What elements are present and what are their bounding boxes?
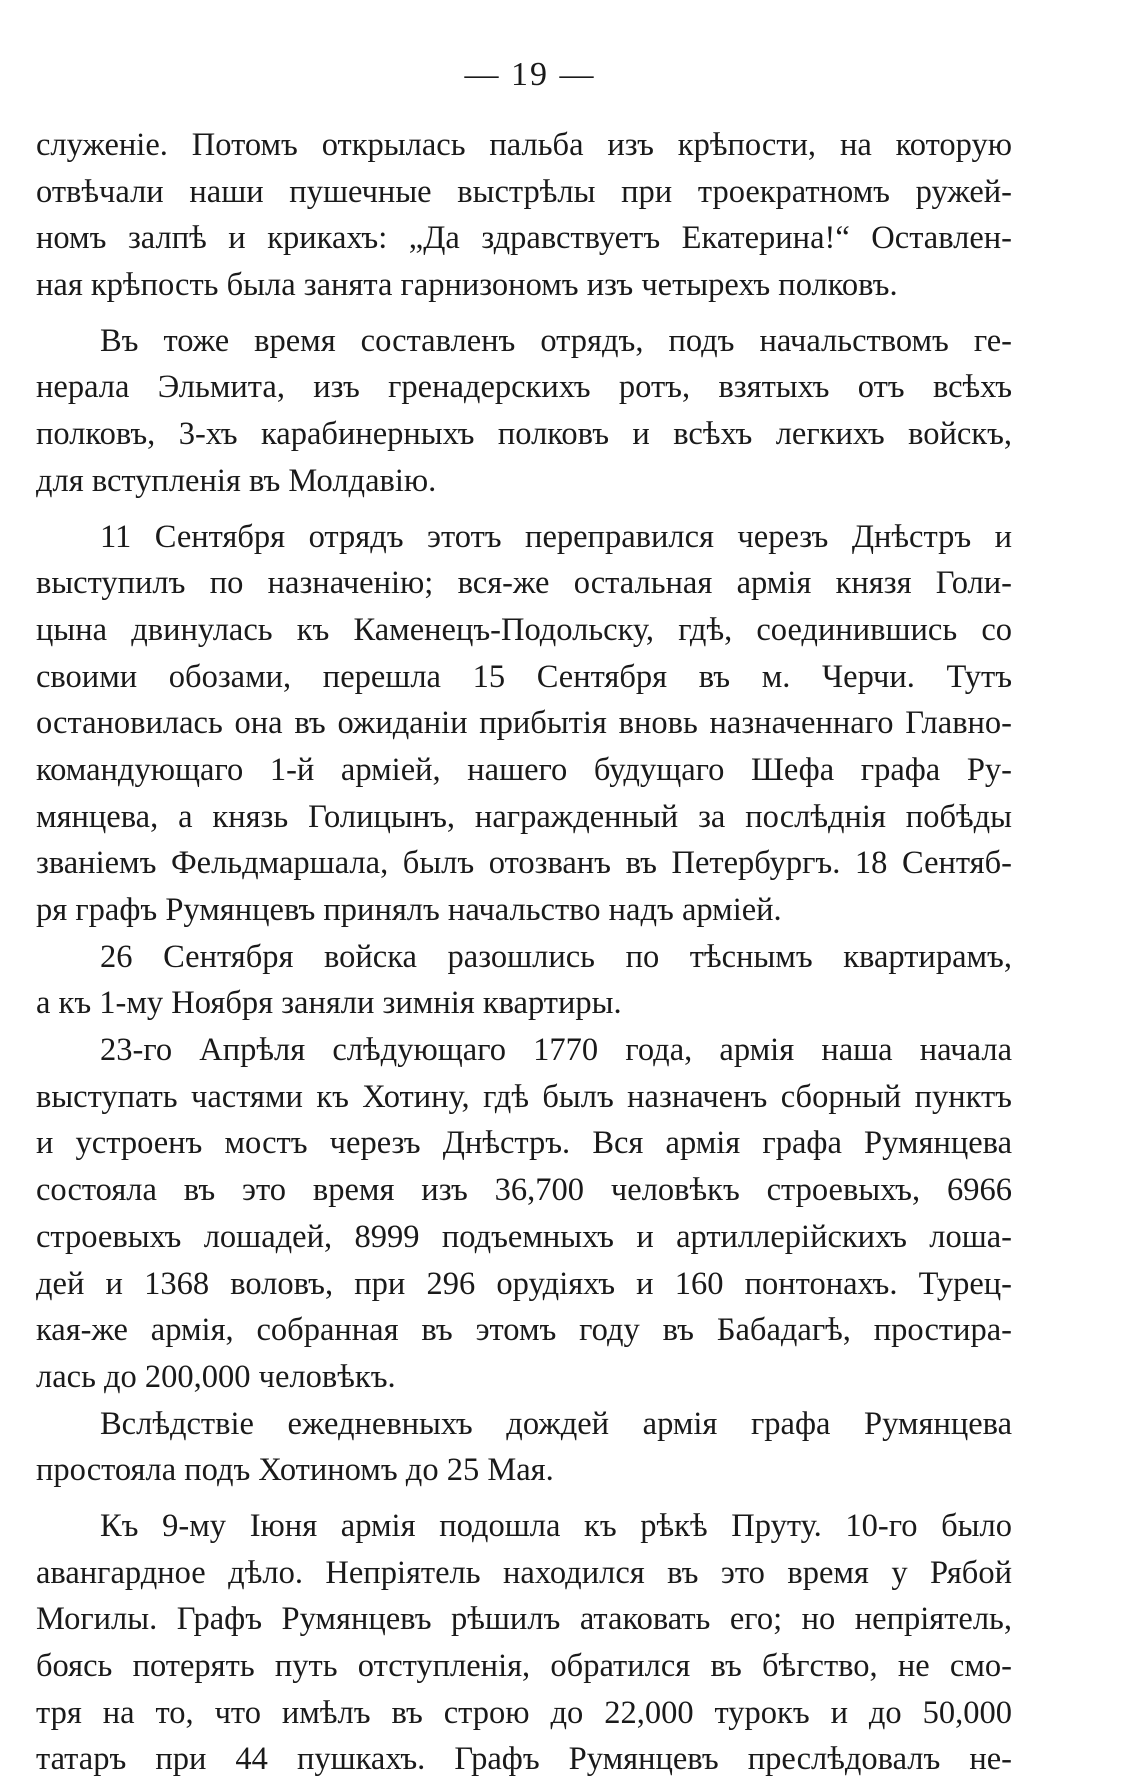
page-number: — 19 —: [464, 56, 596, 93]
text-line: боясь потерять путь отступленія, обратился въ бѣгство, не смо-: [36, 1648, 1012, 1684]
text-line: 26 Сентября войска разошлись по тѣснымъ квартирамъ,: [100, 938, 1012, 975]
text-line: выступилъ по назначенію; вся-же остальная армія князя Голи-: [36, 565, 1012, 602]
text-line: лась до 200,000 человѣкъ.: [36, 1358, 396, 1395]
text-line: состояла въ это время изъ 36,700 человѣкъ строевыхъ, 6966: [36, 1172, 1012, 1209]
text-line: татаръ при 44 пушкахъ. Графъ Румянцевъ преслѣдовалъ не-: [36, 1741, 1012, 1778]
text-line: Вслѣдствіе ежедневныхъ дождей армія графа Румянцева: [100, 1405, 1012, 1442]
text-line: званіемъ Фельдмаршала, былъ отозванъ въ Петербургъ. 18 Сентяб-: [36, 845, 1012, 882]
text-line: выступать частями къ Хотину, гдѣ былъ назначенъ сборный пунктъ: [36, 1078, 1012, 1115]
paragraph: [36, 514, 1012, 934]
text-line: полковъ, 3-хъ карабинерныхъ полковъ и всѣхъ легкихъ войскъ,: [36, 416, 1012, 453]
text-line: номъ залпѣ и крикахъ: „Да здравствуетъ Екатерина!“ Оставлен-: [36, 220, 1012, 257]
body-text: [36, 122, 1012, 1783]
text-line: 23-го Апрѣля слѣдующаго 1770 года, армія наша начала: [100, 1032, 1012, 1069]
text-line: остановилась она въ ожиданіи прибытія вновь назначеннаго Главно-: [36, 705, 1012, 742]
text-line: своими обозами, перешла 15 Сентября въ м. Черчи. Тутъ: [36, 658, 1012, 695]
paragraph: [36, 934, 1012, 1027]
text-line: а къ 1-му Ноября заняли зимнія квартиры.: [36, 985, 622, 1022]
text-line: простояла подъ Хотиномъ до 25 Мая.: [36, 1452, 554, 1489]
text-line: цына двинулась къ Каменецъ-Подольску, гдѣ, соединившись со: [36, 611, 1012, 648]
text-line: для вступленія въ Молдавію.: [36, 462, 437, 499]
text-line: строевыхъ лошадей, 8999 подъемныхъ и артиллерійскихъ лоша-: [36, 1218, 1012, 1255]
text-line: отвѣчали наши пушечные выстрѣлы при троекратномъ ружей-: [36, 173, 1012, 210]
text-line: ная крѣпость была занята гарнизономъ изъ четырехъ полковъ.: [36, 267, 898, 304]
text-line: Могилы. Графъ Румянцевъ рѣшилъ атаковать его; но непріятель,: [36, 1601, 1012, 1638]
text-line: мянцева, а князь Голицынъ, награжденный за послѣднія побѣды: [36, 798, 1012, 835]
text-line: командующаго 1-й арміей, нашего будущаго Шефа графа Ру-: [36, 751, 1012, 788]
text-line: и устроенъ мостъ черезъ Днѣстръ. Вся армія графа Румянцева: [36, 1125, 1012, 1162]
text-line: 11 Сентября отрядъ этотъ переправился черезъ Днѣстръ и: [100, 518, 1012, 555]
text-line: дей и 1368 воловъ, при 296 орудіяхъ и 160 понтонахъ. Турец-: [36, 1265, 1012, 1302]
text-line: авангардное дѣло. Непріятель находился въ это время у Рябой: [36, 1554, 1012, 1591]
paragraph: [36, 122, 1012, 309]
paragraph: [36, 1503, 1012, 1783]
text-line: тря на то, что имѣлъ въ строю до 22,000 турокъ и до 50,000: [36, 1694, 1012, 1731]
paragraph: [36, 318, 1012, 505]
text-line: ря графъ Румянцевъ принялъ начальство надъ арміей.: [36, 892, 782, 928]
text-line: служеніе. Потомъ открылась пальба изъ крѣпости, на которую: [36, 127, 1012, 163]
paragraph: [36, 1027, 1012, 1401]
text-line: Къ 9-му Іюня армія подошла къ рѣкѣ Пруту. 10-го было: [100, 1507, 1012, 1544]
text-line: нерала Эльмита, изъ гренадерскихъ ротъ, взятыхъ отъ всѣхъ: [36, 369, 1012, 406]
text-line: Въ тоже время составленъ отрядъ, подъ начальствомъ ге-: [100, 322, 1012, 359]
text-line: кая-же армія, собранная въ этомъ году въ Бабадагѣ, простира-: [36, 1312, 1012, 1349]
paragraph: [36, 1401, 1012, 1494]
